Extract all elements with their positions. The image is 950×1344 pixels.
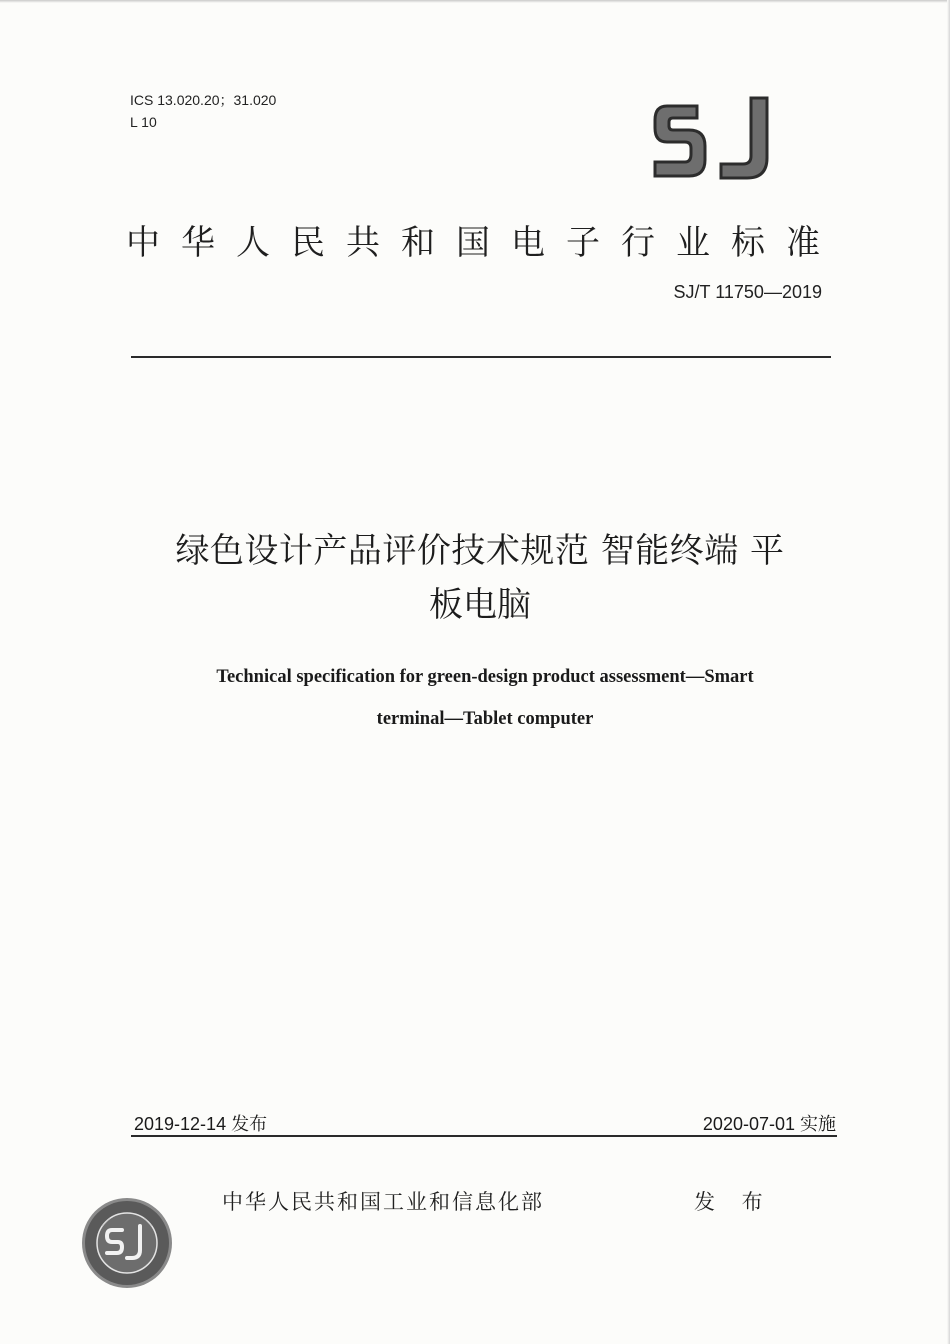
chinese-title-line-1: 绿色设计产品评价技术规范 智能终端 平 (175, 531, 785, 571)
standards-seal-stamp (80, 1196, 174, 1290)
chinese-title (130, 524, 830, 632)
english-title-line-1: Technical specification for green-design product assessment—Smart (216, 667, 754, 687)
english-title (150, 656, 820, 740)
publish-label: 发 布 (694, 1190, 773, 1214)
ccs-code: L 10 (130, 114, 157, 130)
publisher-name: 中华人民共和国工业和信息化部 (222, 1190, 544, 1214)
issue-date: 2019-12-14 发布 (134, 1114, 268, 1134)
chinese-title-line-2: 板电脑 (429, 585, 531, 625)
footer-divider (131, 1135, 837, 1137)
english-title-line-2: terminal—Tablet computer (376, 709, 594, 729)
header-divider (131, 356, 831, 358)
scan-edge-top (0, 0, 950, 3)
ics-code: ICS 13.020.20；31.020 (130, 92, 277, 108)
standard-category-title: 中华人民共和国电子行业标准 (126, 223, 841, 263)
classification-codes (130, 89, 276, 133)
implementation-date: 2020-07-01 实施 (702, 1114, 836, 1134)
sj-logo (645, 92, 785, 188)
standard-code: SJ/T 11750—2019 (673, 282, 822, 302)
